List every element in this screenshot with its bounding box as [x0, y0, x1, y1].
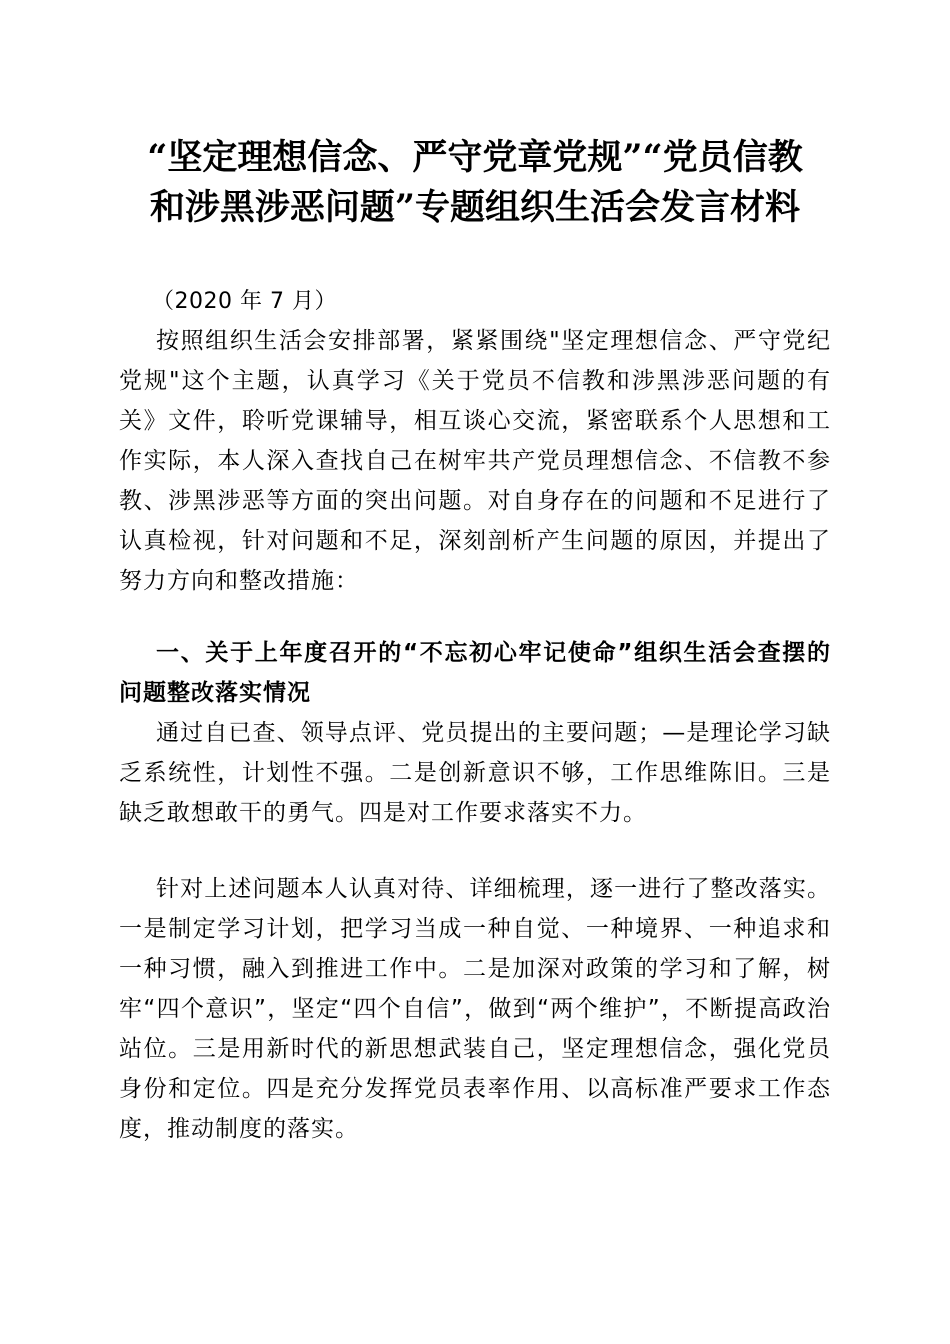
document-title [100, 133, 850, 233]
document-date: （2020 年 7 月） [152, 289, 337, 314]
title-line-2: 和涉黑涉恶问题”专题组织生活会发言材料 [149, 187, 801, 228]
intro-paragraph: 按照组织生活会安排部署，紧紧围绕"坚定理想信念、严守党纪党规"这个主题，认真学习《关于党员不信教和涉黑涉恶问题的有关》文件，聆听党课辅导，相互谈心交流，紧密联系个人思想和工作实际，本人深入查找自己在树牢共产党员理想信念、不信教不参教、涉黑涉恶等方面的突出问题。对自身存在的问题和不足进行了认真检视，针对问题和不足，深刻剖析产生问题的原因，并提出了努力方向和整改措施： [119, 328, 831, 594]
rectification-paragraph: 针对上述问题本人认真对待、详细梳理，逐一进行了整改落实。一是制定学习计划，把学习当成一种自觉、一种境界、一种追求和一种习惯，融入到推进工作中。二是加深对政策的学习和了解，树牢“四个意识”，坚定“四个自信”，做到“两个维护”，不断提高政治站位。三是用新时代的新思想武装自己，坚定理想信念，强化党员身份和定位。四是充分发挥党员表率作用、以高标准严要求工作态度，推动制度的落实。 [119, 876, 831, 1142]
issues-paragraph: 通过自已查、领导点评、党员提出的主要问题；—是理论学习缺乏系统性，计划性不强。二是创新意识不够，工作思维陈旧。三是缺乏敢想敢干的勇气。四是对工作要求落实不力。 [119, 720, 831, 826]
title-line-1: “坚定理想信念、严守党章党规”“党员信教 [147, 137, 803, 178]
section-heading-1: 一、关于上年度召开的“不忘初心牢记使命”组织生活会查摆的问题整改落实情况 [119, 640, 831, 706]
